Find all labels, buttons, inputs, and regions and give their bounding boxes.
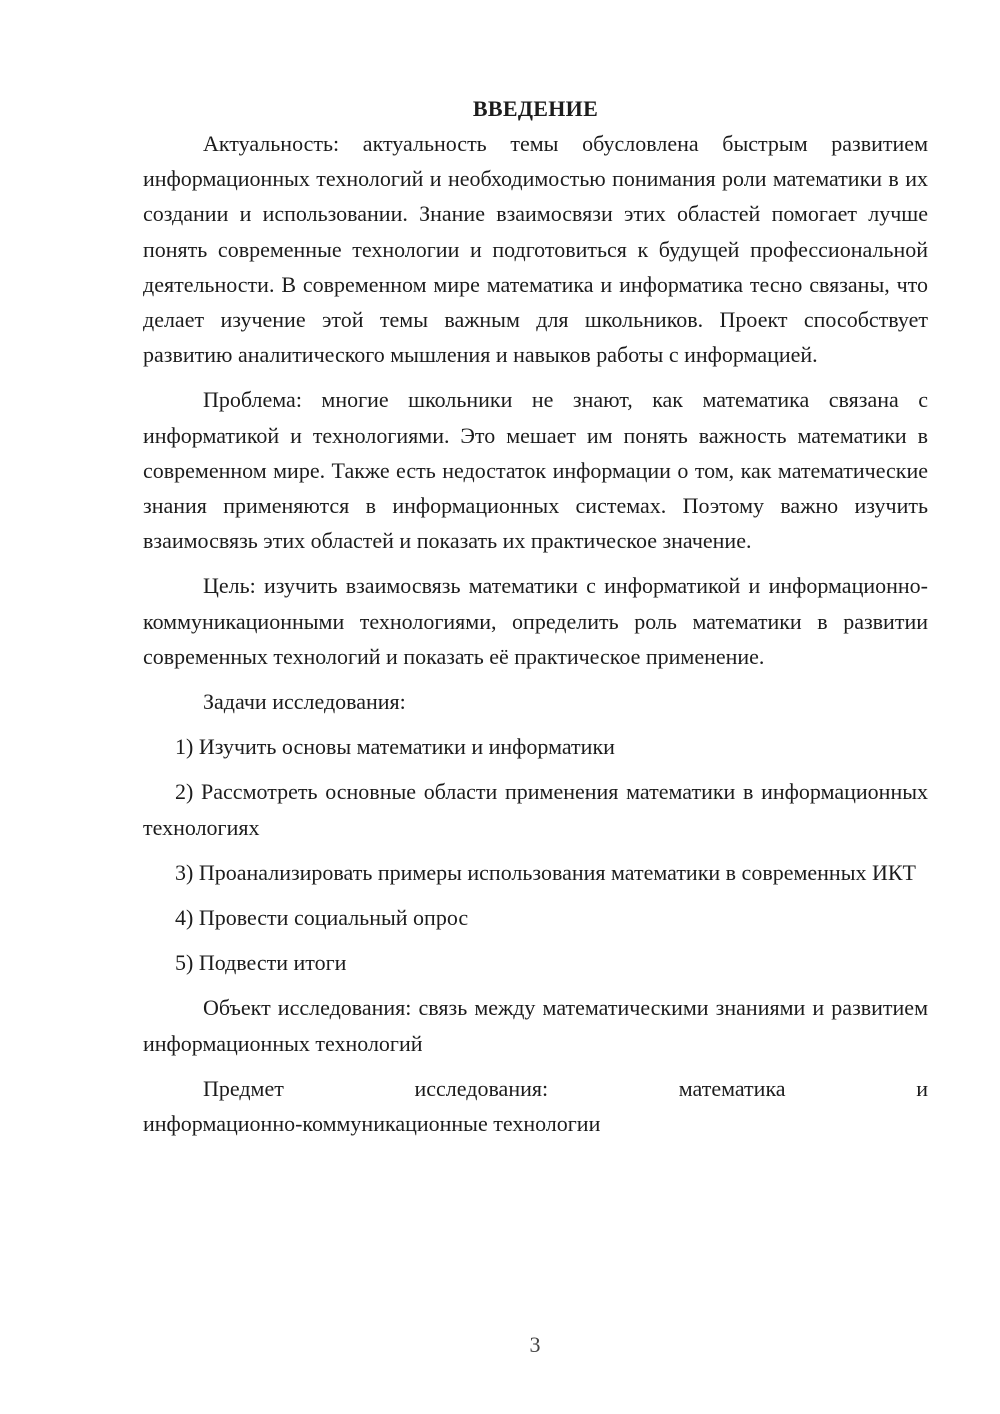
page-title: ВВЕДЕНИЕ: [472, 96, 599, 121]
task-item-3: 3) Проанализировать примеры использования математики в современных ИКТ: [175, 859, 916, 885]
tasks-heading: Задачи исследования:: [203, 689, 406, 715]
task-item-5: 5) Подвести итоги: [175, 950, 347, 976]
document-page: [143, 94, 928, 1151]
task-item-1: 1) Изучить основы математики и информатики: [175, 734, 615, 760]
problem-paragraph: Проблема: многие школьники не знают, как математика связана с информатикой и технологиями. Это мешает им понять важность математики в современном мире. Также есть недостаток информации о том, как математические знания применяются в информационных системах. Поэтому важно изучить взаимосвязь этих областей и показать их практическое значение.: [143, 387, 928, 554]
task-item-2: 2) Рассмотреть основные области применения математики в информационных технологиях: [143, 779, 928, 840]
goal-paragraph: Цель: изучить взаимосвязь математики с информатикой и информационно-коммуникационными технологиями, определить роль математики в развитии современных технологий и показать её практическое применение.: [143, 573, 928, 669]
subject-paragraph-line-1: Предмет исследования: математика и: [203, 1075, 928, 1101]
task-item-4: 4) Провести социальный опрос: [175, 905, 469, 931]
subject-paragraph-line-2: информационно-коммуникационные технологии: [143, 1111, 601, 1137]
relevance-paragraph: Актуальность: актуальность темы обусловлена быстрым развитием информационных технологий и необходимостью понимания роли математики в их создании и использовании. Знание взаимосвязи этих областей помогает лучше понять современные технологии и подготовиться к будущей профессиональной деятельности. В современном мире математика и информатика тесно связаны, что делает изучение этой темы важным для школьников. Проект способствует развитию аналитического мышления и навыков работы с информацией.: [143, 131, 928, 368]
page-number: 3: [529, 1332, 541, 1357]
object-paragraph: Объект исследования: связь между математическими знаниями и развитием информационных технологий: [143, 995, 928, 1056]
